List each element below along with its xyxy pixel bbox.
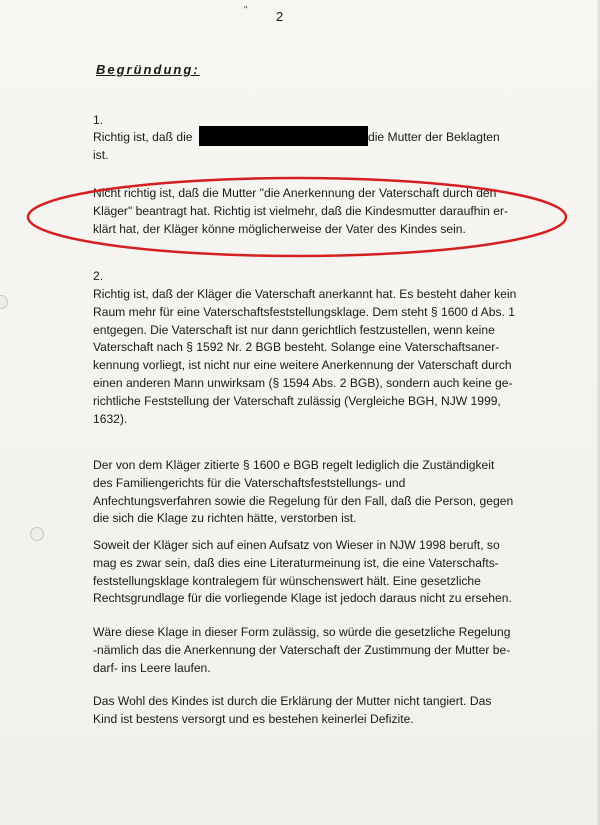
paragraph-line: entgegen. Die Vaterschaft ist nur dann gerichtlich festzustellen, wenn keine: [93, 322, 495, 337]
page-number: 2: [276, 9, 284, 24]
circled-paragraph: [93, 185, 518, 238]
circled-line: Kläger" beantragt hat. Richtig ist vielmehr, daß die Kindesmutter daraufhin er-: [93, 203, 509, 218]
paragraph-line: richtliche Feststellung der Vaterschaft zulässig (Vergleiche BGH, NJW 1999,: [93, 393, 501, 408]
section-heading: Begründung:: [96, 62, 200, 77]
paragraph-line: Wäre diese Klage in dieser Form zulässig, so würde die gesetzliche Regelung: [93, 625, 511, 639]
section-1-line-1-end: die Mutter der Beklagten: [368, 130, 500, 144]
paragraph-line: Anfechtungsverfahren sowie die Regelung für den Fall, daß die Person, gegen: [93, 493, 514, 508]
paragraph-line: einen anderen Mann unwirksam (§ 1594 Abs. 2 BGB), sondern auch keine ge-: [93, 375, 513, 390]
scan-edge-shadow: [596, 0, 600, 825]
paragraph-3: [93, 457, 518, 528]
paragraph-line: kennung vorliegt, ist nicht nur eine weitere Anerkennung der Vaterschaft durch: [93, 358, 512, 373]
paragraph-4: [93, 537, 518, 608]
section-1-line-1-start: Richtig ist, daß die: [93, 130, 193, 144]
circled-line: Nicht richtig ist, daß die Mutter "die Anerkennung der Vaterschaft durch den: [93, 186, 497, 200]
paragraph-line: Das Wohl des Kindes ist durch die Erklärung der Mutter nicht tangiert. Das: [93, 694, 492, 708]
paragraph-line: feststellungsklage kontralegem für wünschenswert hält. Eine gesetzliche: [93, 573, 481, 588]
circled-line: klärt hat, der Kläger könne möglicherweise der Vater des Kindes sein.: [93, 221, 466, 236]
paragraph-line: mag es zwar sein, daß dies eine Literaturmeinung ist, die eine Vaterschafts-: [93, 555, 499, 570]
redaction-bar: [199, 126, 368, 146]
paragraph-line: Richtig ist, daß der Kläger die Vaterschaft anerkannt hat. Es besteht daher kein: [93, 287, 517, 301]
paragraph-6: [93, 693, 518, 729]
paragraph-line: Rechtsgrundlage für die vorliegende Klage ist jedoch daraus nicht zu ersehen.: [93, 591, 512, 606]
section-2-number: 2.: [93, 269, 104, 283]
top-mark: ": [244, 5, 248, 16]
section-2-paragraph: [93, 286, 518, 428]
punch-hole: [30, 527, 44, 541]
paragraph-line: Kind ist bestens versorgt und es bestehen keinerlei Defizite.: [93, 711, 414, 726]
paragraph-line: Soweit der Kläger sich auf einen Aufsatz von Wieser in NJW 1998 beruft, so: [93, 538, 500, 552]
paragraph-line: darf- ins Leere laufen.: [93, 660, 211, 675]
paragraph-5: [93, 624, 518, 677]
paragraph-line: Vaterschaft nach § 1592 Nr. 2 BGB besteht. Solange eine Vaterschaftsaner-: [93, 340, 500, 355]
paragraph-line: Raum mehr für eine Vaterschaftsfeststellungsklage. Dem steht § 1600 d Abs. 1: [93, 304, 515, 319]
section-1-line-2: ist.: [93, 148, 109, 162]
paragraph-line: Der von dem Kläger zitierte § 1600 e BGB regelt lediglich die Zuständigkeit: [93, 458, 495, 472]
punch-hole: [0, 295, 8, 309]
section-1-number: 1.: [93, 113, 104, 127]
paragraph-line: 1632).: [93, 411, 128, 426]
paragraph-line: die sich die Klage zu richten hätte, verstorben ist.: [93, 511, 357, 526]
paragraph-line: -nämlich das die Anerkennung der Vaterschaft der Zustimmung der Mutter be-: [93, 642, 511, 657]
paragraph-line: des Familiengerichts für die Vaterschaftsfeststellungs- und: [93, 475, 406, 490]
